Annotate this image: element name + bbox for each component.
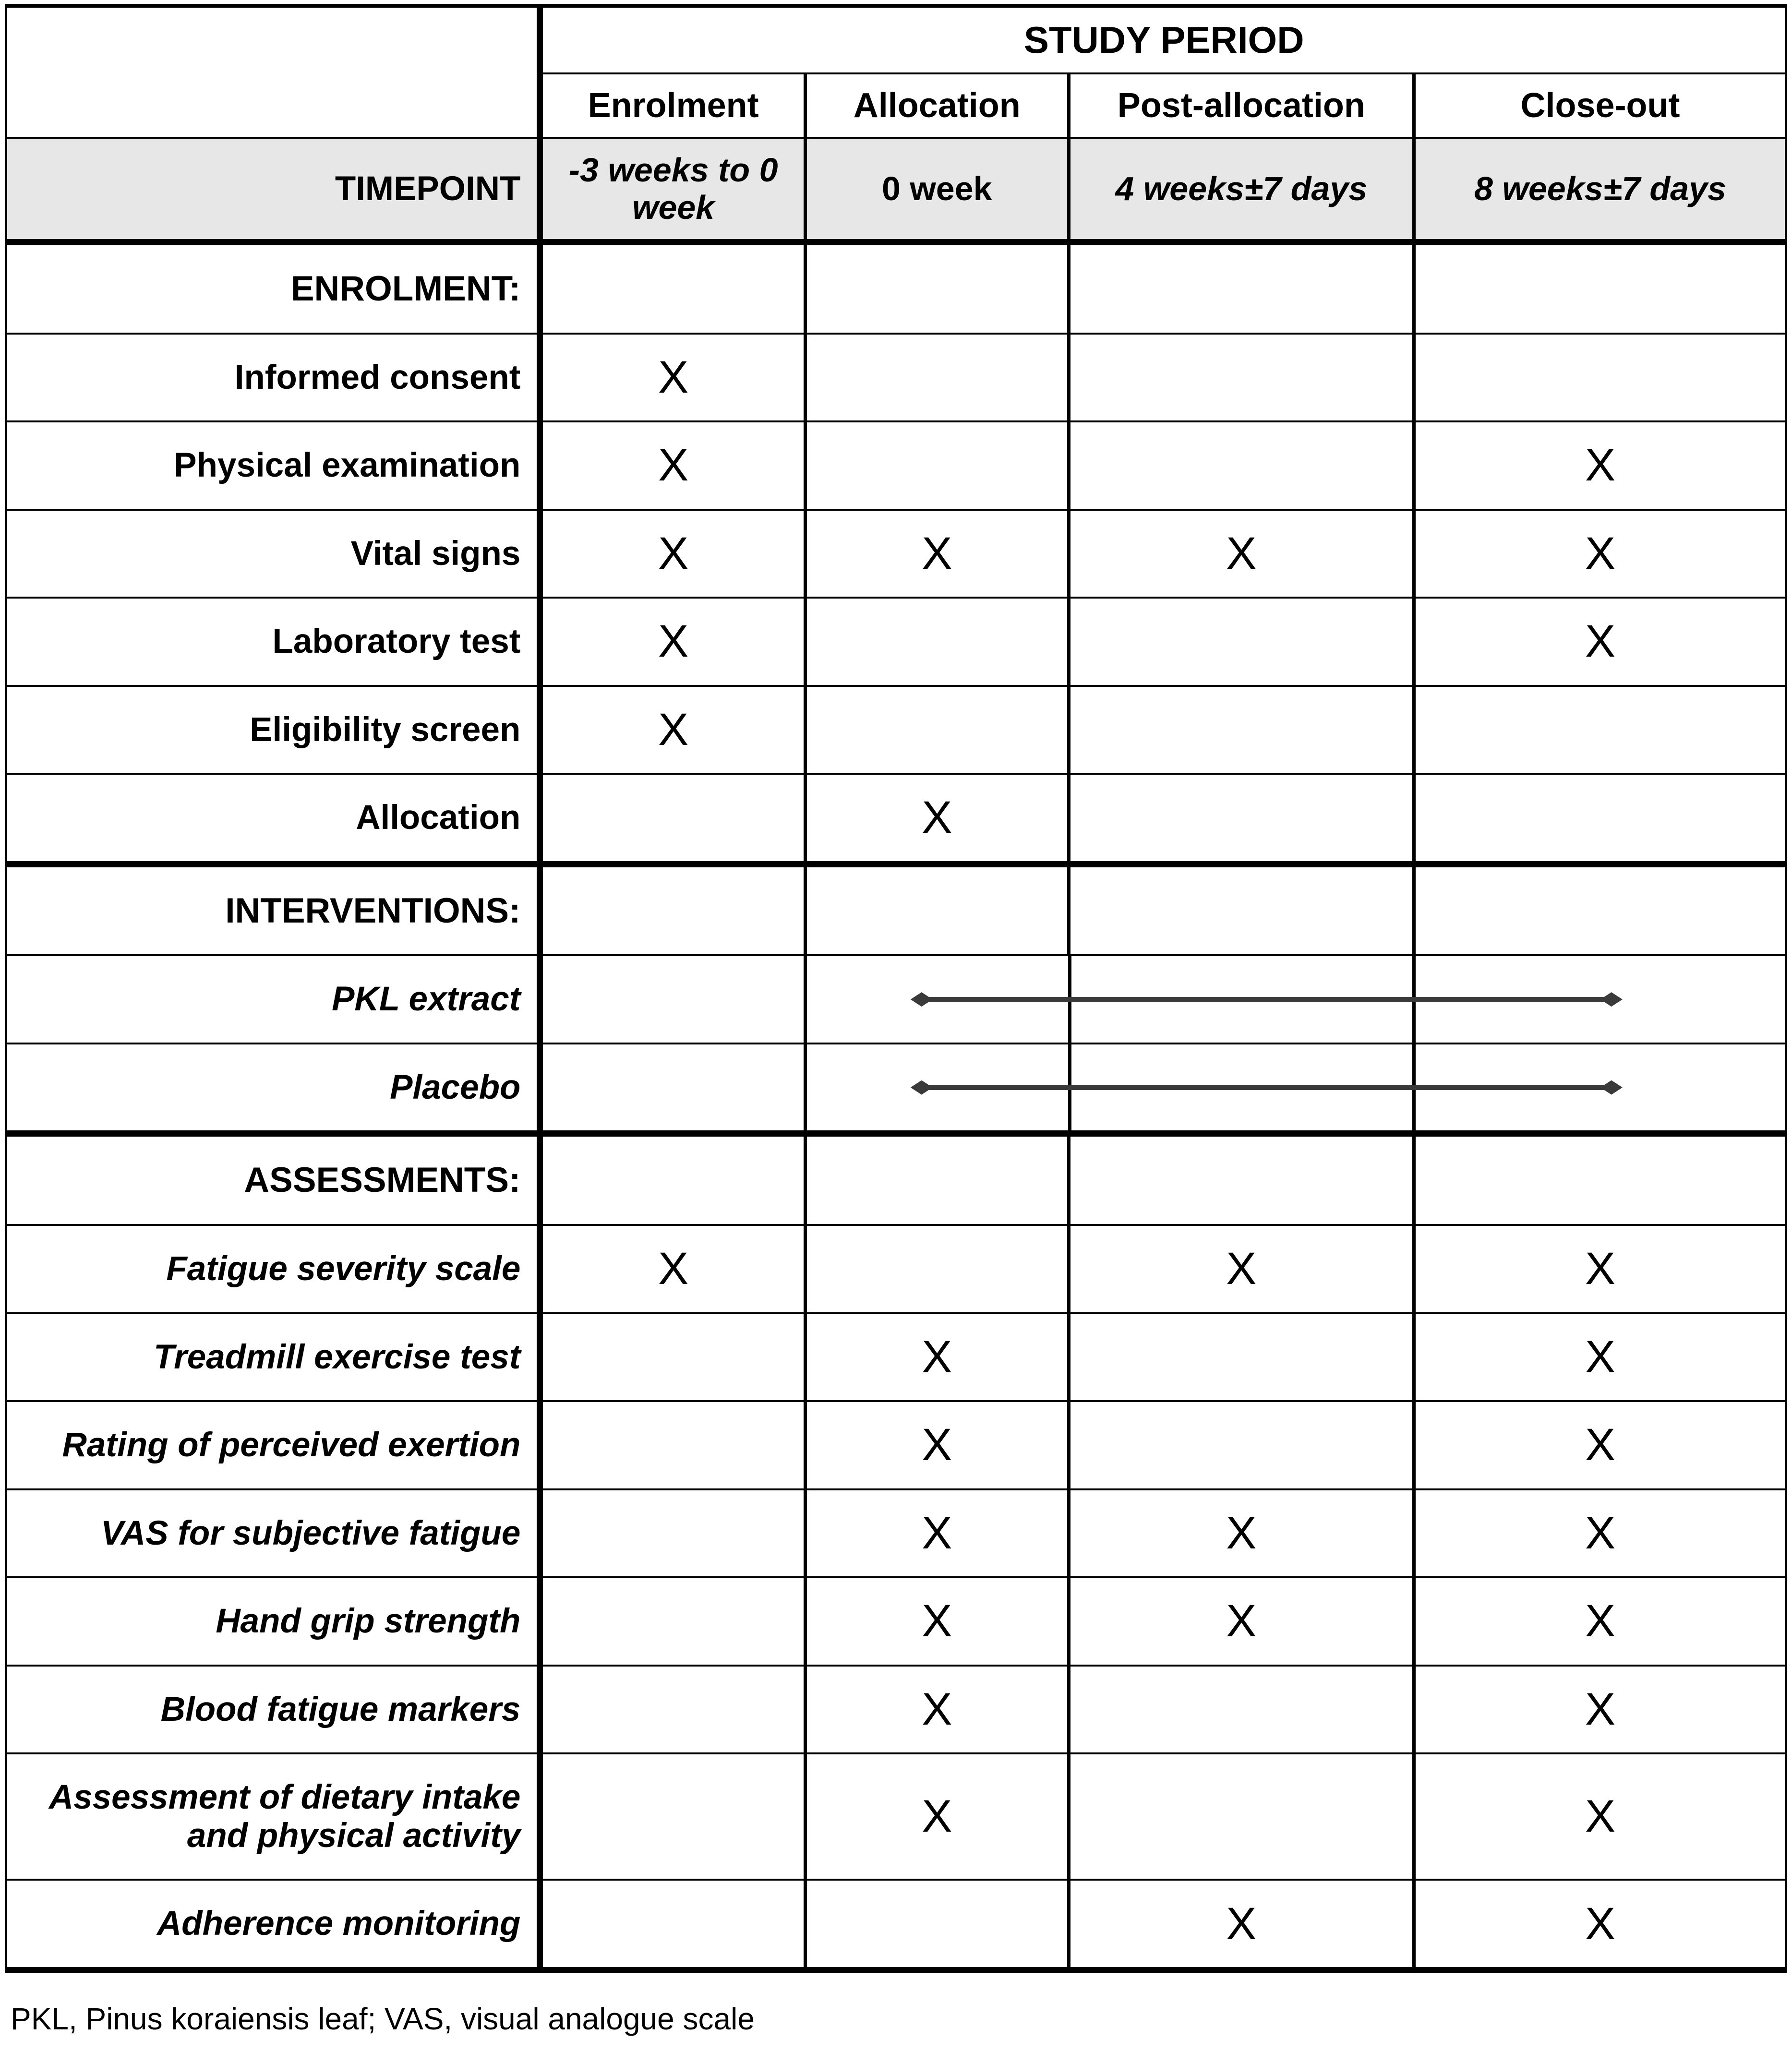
table-row: [6, 1753, 1786, 1880]
row-label: Rating of perceived exertion: [6, 1401, 540, 1489]
empty-cell: [1069, 686, 1414, 774]
timepoint-label: TIMEPOINT: [6, 138, 540, 242]
x-mark-cell: X: [540, 1225, 805, 1313]
arrow-left-tip-icon: [911, 992, 933, 1007]
table-row: [6, 774, 1786, 864]
table-row: [6, 510, 1786, 598]
empty-cell: [1069, 1401, 1414, 1489]
empty-cell: [1414, 774, 1786, 864]
empty-cell: [1414, 686, 1786, 774]
empty-cell: [540, 1577, 805, 1666]
empty-cell: [805, 864, 1069, 955]
empty-cell: [805, 334, 1069, 422]
empty-cell: [540, 1666, 805, 1754]
empty-cell: [805, 686, 1069, 774]
empty-cell: [540, 1753, 805, 1880]
x-mark-cell: X: [805, 1401, 1069, 1489]
empty-cell: [1414, 864, 1786, 955]
section-label: ENROLMENT:: [6, 242, 540, 333]
table-row: [6, 1401, 1786, 1489]
x-mark-cell: X: [1585, 1243, 1616, 1295]
x-mark-cell: X: [805, 1666, 1069, 1754]
empty-cell: [805, 421, 1069, 510]
column-header-close-out: Close-out: [1520, 86, 1680, 125]
timepoint-enrolment: -3 weeks to 0 week: [540, 138, 805, 242]
empty-cell: [1069, 421, 1414, 510]
x-mark-cell: X: [1585, 440, 1616, 491]
row-label: Informed consent: [6, 334, 540, 422]
column-header-allocation: Allocation: [805, 73, 1069, 138]
timepoint-allocation: 0 week: [805, 138, 1069, 242]
arrow-shaft: [928, 997, 1605, 1002]
section-label: ASSESSMENTS:: [6, 1134, 540, 1225]
empty-cell: [540, 1043, 805, 1134]
x-mark-cell: X: [1069, 1489, 1414, 1578]
table-row: [6, 1043, 1786, 1134]
arrow-right-tip-icon: [1600, 992, 1623, 1007]
abbreviation-note: PKL, Pinus koraiensis leaf; VAS, visual analogue scale: [11, 2001, 755, 2036]
empty-cell: [1069, 242, 1414, 333]
table-row: [6, 1880, 1786, 1970]
intervention-period-cell: [805, 1043, 1786, 1134]
x-mark-cell: X: [1069, 1880, 1414, 1970]
row-label: Treadmill exercise test: [6, 1313, 540, 1402]
duration-arrow: [911, 992, 1623, 1007]
table-row: [6, 1489, 1786, 1578]
empty-cell: [1069, 1313, 1414, 1402]
arrow-shaft: [928, 1085, 1605, 1090]
arrow-right-tip-icon: [1600, 1080, 1623, 1095]
section-row: [6, 1134, 1786, 1225]
empty-cell: [805, 598, 1069, 686]
row-label: Laboratory test: [6, 598, 540, 686]
row-label: Hand grip strength: [6, 1577, 540, 1666]
study-period-header: STUDY PERIOD: [540, 6, 1786, 73]
empty-cell: [805, 1134, 1069, 1225]
row-label: Assessment of dietary intake and physical activity: [6, 1753, 540, 1880]
x-mark-cell: X: [1585, 1898, 1616, 1949]
empty-cell: [540, 774, 805, 864]
x-mark-cell: X: [1585, 1331, 1616, 1382]
x-mark-cell: X: [1585, 1791, 1616, 1842]
column-header-post-allocation: Post-allocation: [1069, 73, 1414, 138]
spirit-schedule-table: [5, 4, 1787, 1973]
row-label: Placebo: [6, 1043, 540, 1134]
column-header-enrolment: Enrolment: [540, 73, 805, 138]
x-mark-cell: X: [805, 1577, 1069, 1666]
empty-cell: [805, 1880, 1069, 1970]
row-label: Physical examination: [6, 421, 540, 510]
empty-cell: [1069, 334, 1414, 422]
empty-cell: [805, 1225, 1069, 1313]
duration-arrow: [911, 1080, 1623, 1095]
empty-cell: [1069, 774, 1414, 864]
corner-cell: [6, 6, 540, 138]
empty-cell: [540, 1134, 805, 1225]
empty-cell: [1069, 1134, 1414, 1225]
table-row: [6, 1666, 1786, 1754]
row-label: Adherence monitoring: [6, 1880, 540, 1970]
schedule-header: [6, 6, 1786, 242]
row-label: Blood fatigue markers: [6, 1666, 540, 1754]
section-row: [6, 242, 1786, 333]
table-row: [6, 1577, 1786, 1666]
table-row: [6, 686, 1786, 774]
empty-cell: [1414, 242, 1786, 333]
x-mark-cell: X: [805, 1753, 1069, 1880]
empty-cell: [540, 955, 805, 1043]
empty-cell: [540, 1880, 805, 1970]
x-mark-cell: X: [805, 510, 1069, 598]
empty-cell: [540, 242, 805, 333]
empty-cell: [1069, 864, 1414, 955]
schedule-body: [6, 242, 1786, 1970]
row-label: PKL extract: [6, 955, 540, 1043]
x-mark-cell: X: [540, 510, 805, 598]
x-mark-cell: X: [1585, 1683, 1616, 1735]
x-mark-cell: X: [1069, 1225, 1414, 1313]
table-row: [6, 955, 1786, 1043]
study-period-row: [6, 6, 1786, 73]
row-label: Allocation: [6, 774, 540, 864]
timepoint-row: [6, 138, 1786, 242]
x-mark-cell: X: [805, 774, 1069, 864]
empty-cell: [1414, 334, 1786, 422]
table-row: [6, 598, 1786, 686]
empty-cell: [1414, 1134, 1786, 1225]
x-mark-cell: X: [540, 598, 805, 686]
x-mark-cell: X: [1069, 1577, 1414, 1666]
x-mark-cell: X: [1585, 1507, 1616, 1559]
x-mark-cell: X: [1585, 616, 1616, 667]
empty-cell: [1069, 598, 1414, 686]
x-mark-cell: X: [805, 1489, 1069, 1578]
x-mark-cell: X: [1585, 528, 1616, 579]
table-row: [6, 421, 1786, 510]
arrow-left-tip-icon: [911, 1080, 933, 1095]
section-row: [6, 864, 1786, 955]
empty-cell: [540, 1401, 805, 1489]
empty-cell: [540, 864, 805, 955]
intervention-period-cell: [805, 955, 1786, 1043]
x-mark-cell: X: [540, 686, 805, 774]
row-label: Eligibility screen: [6, 686, 540, 774]
empty-cell: [540, 1489, 805, 1578]
empty-cell: [1069, 1753, 1414, 1880]
empty-cell: [1069, 1666, 1414, 1754]
empty-cell: [805, 242, 1069, 333]
timepoint-post-allocation: 4 weeks±7 days: [1069, 138, 1414, 242]
table-row: [6, 334, 1786, 422]
x-mark-cell: X: [540, 334, 805, 422]
table-row: [6, 1313, 1786, 1402]
section-label: INTERVENTIONS:: [6, 864, 540, 955]
timepoint-close-out: 8 weeks±7 days: [1474, 170, 1726, 208]
empty-cell: [540, 1313, 805, 1402]
row-label: VAS for subjective fatigue: [6, 1489, 540, 1578]
table-row: [6, 1225, 1786, 1313]
x-mark-cell: X: [805, 1313, 1069, 1402]
row-label: Vital signs: [6, 510, 540, 598]
x-mark-cell: X: [1585, 1419, 1616, 1471]
x-mark-cell: X: [540, 421, 805, 510]
row-label: Fatigue severity scale: [6, 1225, 540, 1313]
x-mark-cell: X: [1585, 1595, 1616, 1647]
x-mark-cell: X: [1069, 510, 1414, 598]
